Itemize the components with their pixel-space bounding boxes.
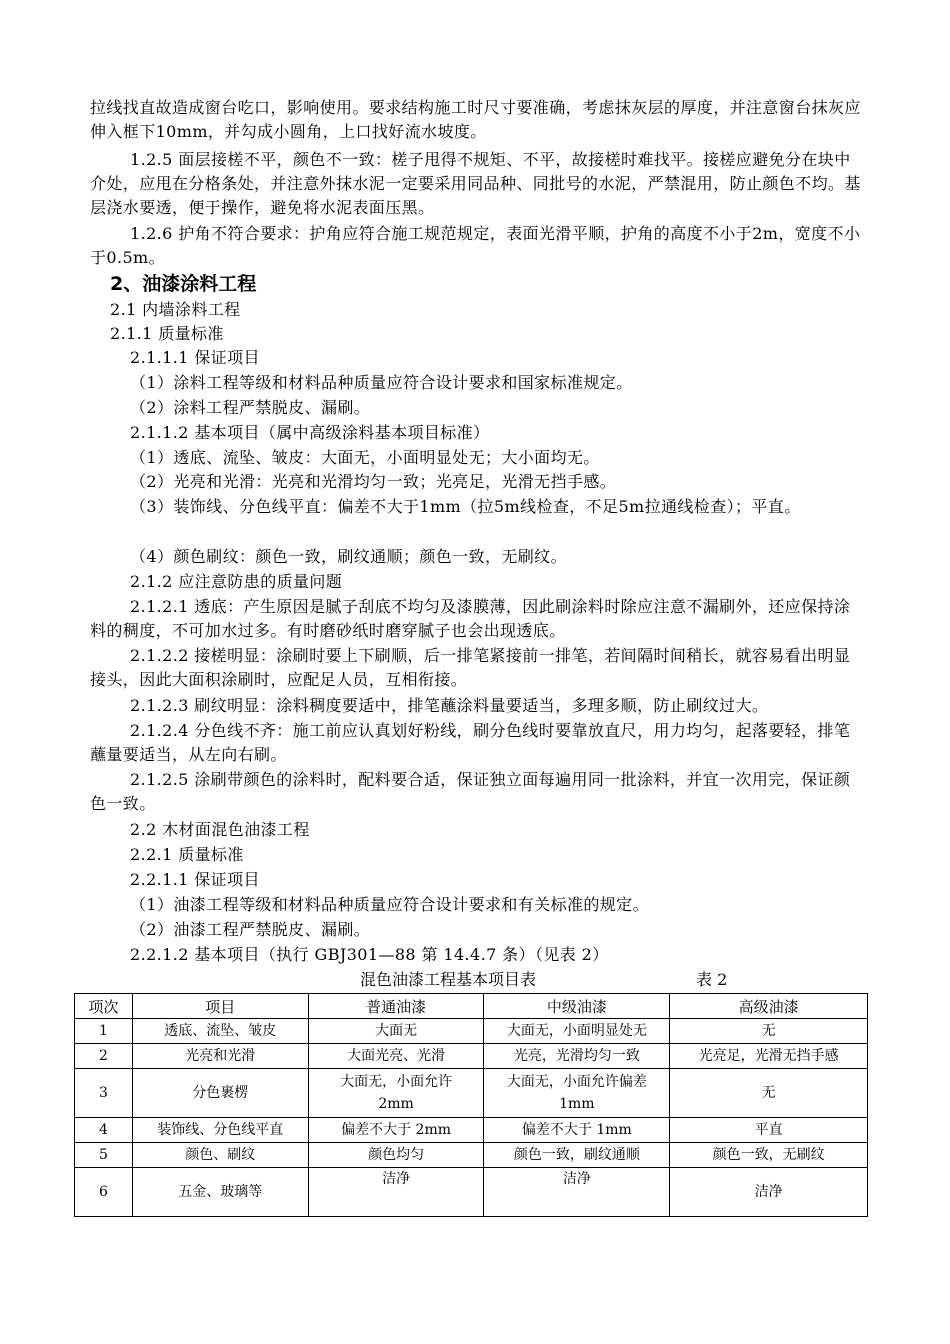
- table-cell: 4: [75, 1118, 133, 1143]
- table-cell: 颜色均匀: [308, 1143, 484, 1168]
- line-2-1-1-1: 2.1.1.1 保证项目: [130, 348, 260, 367]
- line-item-2: （2）涂料工程严禁脱皮、漏刷。: [130, 398, 371, 417]
- table-row: [75, 1044, 868, 1069]
- line-2-2-1-2: 2.2.1.2 基本项目（执行 GBJ301—88 第 14.4.7 条）（见表 2）: [130, 945, 609, 964]
- table-cell: 1: [75, 1019, 133, 1044]
- paint-quality-table: [74, 993, 868, 1217]
- table-cell: 大面光亮、光滑: [308, 1044, 484, 1069]
- line-2-1: 2.1 内墙涂料工程: [110, 300, 241, 319]
- line-basic-3: （3）装饰线、分色线平直：偏差不大于1mm（拉5m线检查，不足5m拉通线检查）；平直。: [130, 497, 801, 516]
- line-basic-1: （1）透底、流坠、皱皮：大面无，小面明显处无；大小面均无。: [130, 448, 600, 467]
- paragraph-2-1-2-5: 2.1.2.5 涂刷带颜色的涂料时，配料要合适，保证独立面每遍用同一批涂料，并宜一次用完，保证颜色一致。: [90, 770, 851, 813]
- paragraph-window-sill: 拉线找直故造成窗台吃口，影响使用。要求结构施工时尺寸要准确，考虑抹灰层的厚度，并注意窗台抹灰应伸入框下10mm，并勾成小圆角，上口找好流水坡度。: [90, 98, 861, 141]
- table-cell: 洁净: [484, 1168, 670, 1217]
- table-cell: 5: [75, 1143, 133, 1168]
- table-header: 普通油漆: [308, 994, 484, 1019]
- line-2-1-1-2: 2.1.1.2 基本项目（属中高级涂料基本项目标准）: [130, 423, 490, 442]
- table-cell: 洁净: [308, 1168, 484, 1217]
- table-cell: 颜色一致，刷纹通顺: [484, 1143, 670, 1168]
- table-row: [75, 1118, 868, 1143]
- line-paint-1: （1）油漆工程等级和材料品种质量应符合设计要求和有关标准的规定。: [130, 895, 649, 914]
- line-2-2-1-1: 2.2.1.1 保证项目: [130, 870, 260, 889]
- table-cell: 大面无: [308, 1019, 484, 1044]
- table-cell: 无: [670, 1019, 868, 1044]
- table-cell: 颜色一致，无刷纹: [670, 1143, 868, 1168]
- table-header: 中级油漆: [484, 994, 670, 1019]
- table-header: 项目: [132, 994, 308, 1019]
- section-heading: 2、油漆涂料工程: [110, 273, 257, 295]
- paragraph-2-1-2-2: 2.1.2.2 接槎明显：涂刷时要上下刷顺，后一排笔紧接前一排笔，若间隔时间稍长，就容易看出明显接头，因此大面积涂刷时，应配足人员，互相衔接。: [90, 646, 851, 689]
- table-cell: 2: [75, 1044, 133, 1069]
- line-basic-4: （4）颜色刷纹：颜色一致，刷纹通顺；颜色一致，无刷纹。: [130, 547, 567, 566]
- paragraph-1-2-5: 1.2.5 面层接槎不平，颜色不一致：槎子甩得不规矩、不平，故接槎时难找平。接槎应避免分在块中介处，应甩在分格条处，并注意外抹水泥一定要采用同品种、同批号的水泥，严禁混用，防止颜色不均。基层浇水要透，便于操作，避免将水泥表面压黑。: [90, 150, 861, 217]
- table-cell: 大面无，小面允许偏差1mm: [484, 1069, 670, 1118]
- line-basic-2: （2）光亮和光滑：光亮和光滑均匀一致；光亮足，光滑无挡手感。: [130, 472, 617, 491]
- table-row: [75, 1143, 868, 1168]
- table-cell: 无: [670, 1069, 868, 1118]
- table-header: 项次: [75, 994, 133, 1019]
- table-cell: 大面无，小面明显处无: [484, 1019, 670, 1044]
- paragraph-1-2-6: 1.2.6 护角不符合要求：护角应符合施工规范规定，表面光滑平顺，护角的高度不小于2m，宽度不小于0.5m。: [90, 224, 861, 267]
- table-cell: 6: [75, 1168, 133, 1217]
- line-2-2-1: 2.2.1 质量标准: [130, 845, 244, 864]
- paragraph-2-1-2-1: 2.1.2.1 透底：产生原因是腻子刮底不均匀及漆膜薄，因此刷涂料时除应注意不漏刷外，还应保持涂料的稠度，不可加水过多。有时磨砂纸时磨穿腻子也会出现透底。: [90, 597, 851, 640]
- table-cell: 光亮，光滑均匀一致: [484, 1044, 670, 1069]
- line-paint-2: （2）油漆工程严禁脱皮、漏刷。: [130, 920, 371, 939]
- table-number: 表 2: [696, 970, 728, 989]
- line-2-2: 2.2 木材面混色油漆工程: [130, 820, 310, 839]
- table-row: [75, 1069, 868, 1118]
- line-2-1-2: 2.1.2 应注意防患的质量问题: [130, 572, 343, 591]
- table-cell: 偏差不大于 1mm: [484, 1118, 670, 1143]
- paragraph-2-1-2-3: 2.1.2.3 刷纹明显：涂料稠度要适中，排笔蘸涂料量要适当，多理多顺，防止刷纹过大。: [130, 696, 769, 715]
- table-row: [75, 1168, 868, 1217]
- table-cell: 五金、玻璃等: [132, 1168, 308, 1217]
- table-cell: 透底、流坠、皱皮: [132, 1019, 308, 1044]
- table-cell: 光亮和光滑: [132, 1044, 308, 1069]
- table-cell: 颜色、刷纹: [132, 1143, 308, 1168]
- table-cell: 分色裹楞: [132, 1069, 308, 1118]
- table-header: 高级油漆: [670, 994, 868, 1019]
- table-cell: 洁净: [670, 1168, 868, 1217]
- table-cell: 大面无，小面允许2mm: [308, 1069, 484, 1118]
- table-cell: 偏差不大于 2mm: [308, 1118, 484, 1143]
- table-row: [75, 1019, 868, 1044]
- line-item-1: （1）涂料工程等级和材料品种质量应符合设计要求和国家标准规定。: [130, 373, 633, 392]
- paragraph-2-1-2-4: 2.1.2.4 分色线不齐：施工前应认真划好粉线，刷分色线时要靠放直尺，用力均匀，起落要轻，排笔蘸量要适当，从左向右刷。: [90, 721, 851, 764]
- line-2-1-1: 2.1.1 质量标准: [110, 324, 224, 343]
- table-cell: 光亮足，光滑无挡手感: [670, 1044, 868, 1069]
- table-header-row: [75, 994, 868, 1019]
- table-cell: 装饰线、分色线平直: [132, 1118, 308, 1143]
- table-cell: 平直: [670, 1118, 868, 1143]
- table-cell: 3: [75, 1069, 133, 1118]
- table-title: 混色油漆工程基本项目表: [360, 970, 537, 989]
